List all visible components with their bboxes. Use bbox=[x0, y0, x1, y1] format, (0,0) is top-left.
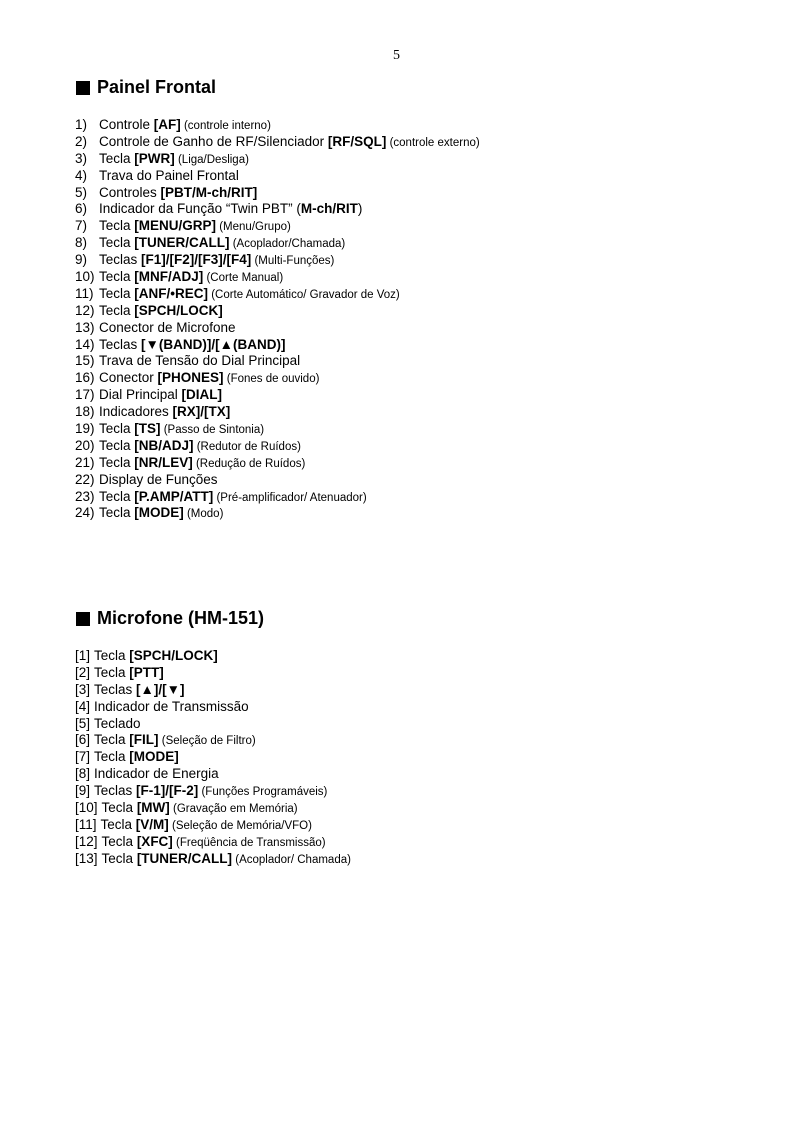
list-item bbox=[75, 455, 480, 472]
key-label: [RF/SQL] bbox=[327, 133, 387, 149]
list-item bbox=[75, 438, 480, 455]
item-number: 16) bbox=[75, 370, 95, 386]
key-label: [MNF/ADJ] bbox=[134, 269, 204, 285]
key-label: [PHONES] bbox=[157, 370, 224, 386]
key-label: [TUNER/CALL] bbox=[136, 850, 233, 866]
list-item bbox=[75, 151, 480, 168]
item-number: [12] bbox=[75, 833, 98, 849]
item-note: (Seleção de Filtro) bbox=[158, 735, 256, 748]
item-note: (Freqüência de Transmissão) bbox=[172, 836, 326, 849]
item-number: 22) bbox=[75, 471, 95, 487]
item-note: (Corte Automático/ Gravador de Voz) bbox=[208, 288, 400, 301]
item-text: Tecla bbox=[100, 816, 136, 832]
item-text: Teclas bbox=[94, 783, 137, 799]
item-text: Indicador da Função “Twin PBT” ( bbox=[99, 201, 301, 217]
list-item bbox=[75, 134, 480, 151]
item-text: Tecla bbox=[99, 285, 135, 301]
item-number: 21) bbox=[75, 454, 95, 470]
key-label: [FIL] bbox=[129, 732, 159, 748]
item-text: Tecla bbox=[99, 421, 135, 437]
item-number: 6) bbox=[75, 201, 88, 217]
item-note: (Pré-amplificador/ Atenuador) bbox=[213, 491, 367, 504]
list-item bbox=[75, 716, 351, 733]
item-note: (Modo) bbox=[183, 508, 224, 521]
list-item bbox=[75, 185, 480, 202]
list-item bbox=[75, 682, 351, 699]
item-number: [1] bbox=[75, 648, 91, 663]
item-number: 17) bbox=[75, 387, 95, 403]
item-text: Indicador de Transmissão bbox=[94, 698, 249, 714]
key-label: [▲]/[▼] bbox=[136, 681, 185, 697]
item-text: Teclas bbox=[99, 252, 142, 268]
item-number: 19) bbox=[75, 421, 95, 437]
item-number: 14) bbox=[75, 336, 95, 352]
item-text: Tecla bbox=[99, 235, 135, 251]
list-item bbox=[75, 320, 480, 337]
item-text: Tecla bbox=[101, 800, 137, 816]
key-label: [XFC] bbox=[136, 833, 173, 849]
item-number: [6] bbox=[75, 732, 91, 748]
item-text: Teclas bbox=[94, 681, 137, 697]
item-number: 11) bbox=[75, 285, 94, 301]
item-number: [3] bbox=[75, 681, 91, 697]
list-item bbox=[75, 766, 351, 783]
item-text: Controles bbox=[99, 184, 161, 200]
key-label: [▼(BAND)]/[▲(BAND)] bbox=[141, 336, 286, 352]
item-note: (Corte Manual) bbox=[203, 272, 284, 285]
item-text: Tecla bbox=[101, 850, 137, 866]
item-text: Tecla bbox=[101, 833, 137, 849]
item-text: ) bbox=[357, 201, 363, 217]
item-note: (Liga/Desliga) bbox=[174, 153, 249, 166]
front-panel-heading bbox=[76, 77, 216, 98]
item-text: Teclado bbox=[94, 715, 141, 731]
item-number: [5] bbox=[75, 715, 91, 731]
item-number: [10] bbox=[75, 800, 98, 816]
item-text: Tecla bbox=[99, 269, 135, 285]
item-text: Tecla bbox=[99, 218, 135, 234]
key-label: [TS] bbox=[134, 421, 161, 437]
item-number: 24) bbox=[75, 505, 95, 521]
item-text: Controle bbox=[99, 117, 154, 132]
item-text: Tecla bbox=[99, 454, 135, 470]
item-number: 15) bbox=[75, 353, 95, 369]
item-number: 10) bbox=[75, 269, 95, 285]
key-label: [SPCH/LOCK] bbox=[129, 648, 218, 663]
list-item bbox=[75, 117, 480, 134]
item-number: 7) bbox=[75, 218, 88, 234]
list-item bbox=[75, 472, 480, 489]
item-text: Tecla bbox=[94, 664, 130, 680]
item-number: 2) bbox=[75, 133, 88, 149]
list-item bbox=[75, 851, 351, 868]
item-number: 18) bbox=[75, 404, 95, 420]
list-item bbox=[75, 800, 351, 817]
item-number: [4] bbox=[75, 698, 91, 714]
list-item bbox=[75, 699, 351, 716]
key-label: [ANF/•REC] bbox=[134, 285, 208, 301]
item-number: [9] bbox=[75, 783, 91, 799]
key-label: [P.AMP/ATT] bbox=[134, 488, 214, 504]
item-note: (Redutor de Ruídos) bbox=[193, 440, 301, 453]
item-text: Tecla bbox=[99, 488, 135, 504]
item-text: Indicadores bbox=[99, 404, 173, 420]
item-note: (controle interno) bbox=[180, 120, 271, 132]
key-label: [PTT] bbox=[129, 664, 164, 680]
list-item bbox=[75, 303, 480, 320]
key-label: [MODE] bbox=[134, 505, 184, 521]
microphone-list bbox=[75, 648, 351, 868]
key-label: [PWR] bbox=[134, 150, 175, 166]
list-item bbox=[75, 286, 480, 303]
key-label: [TUNER/CALL] bbox=[134, 235, 230, 251]
key-label: M-ch/RIT bbox=[300, 201, 358, 217]
key-label: [MENU/GRP] bbox=[134, 218, 217, 234]
item-note: (Redução de Ruídos) bbox=[192, 457, 306, 470]
item-note: (Acoplador/Chamada) bbox=[229, 238, 346, 251]
key-label: [F1]/[F2]/[F3]/[F4] bbox=[141, 252, 252, 268]
item-note: (controle externo) bbox=[386, 136, 480, 149]
list-item bbox=[75, 404, 480, 421]
key-label: [AF] bbox=[153, 117, 181, 132]
list-item bbox=[75, 370, 480, 387]
list-item bbox=[75, 353, 480, 370]
key-label: [F-1]/[F-2] bbox=[136, 783, 199, 799]
item-note: (Acoplador/ Chamada) bbox=[232, 853, 351, 866]
key-label: [MODE] bbox=[129, 749, 179, 765]
item-text: Tecla bbox=[94, 749, 130, 765]
key-label: [NR/LEV] bbox=[134, 454, 193, 470]
list-item bbox=[75, 749, 351, 766]
item-number: 13) bbox=[75, 319, 95, 335]
list-item bbox=[75, 387, 480, 404]
item-text: Tecla bbox=[99, 505, 135, 521]
item-number: 5) bbox=[75, 184, 88, 200]
item-text: Tecla bbox=[94, 648, 130, 663]
list-item bbox=[75, 168, 480, 185]
item-number: [7] bbox=[75, 749, 91, 765]
item-number: [13] bbox=[75, 850, 98, 866]
list-item bbox=[75, 783, 351, 800]
list-item bbox=[75, 817, 351, 834]
front-panel-list bbox=[75, 117, 480, 522]
microphone-heading bbox=[76, 608, 264, 629]
list-item bbox=[75, 218, 480, 235]
key-label: [MW] bbox=[136, 800, 170, 816]
item-note: (Multi-Funções) bbox=[251, 255, 335, 268]
item-text: Trava de Tensão do Dial Principal bbox=[99, 353, 301, 369]
item-number: 9) bbox=[75, 252, 88, 268]
item-number: 8) bbox=[75, 235, 88, 251]
list-item bbox=[75, 489, 480, 506]
item-text: Trava do Painel Frontal bbox=[99, 167, 239, 183]
item-number: 23) bbox=[75, 488, 95, 504]
item-number: 20) bbox=[75, 437, 95, 453]
item-text: Tecla bbox=[99, 437, 135, 453]
microphone-heading-text: Microfone (HM-151) bbox=[97, 608, 265, 628]
item-number: [8] bbox=[75, 766, 91, 782]
list-item bbox=[75, 665, 351, 682]
item-note: (Menu/Grupo) bbox=[216, 221, 291, 234]
key-label: [PBT/M-ch/RIT] bbox=[160, 184, 258, 200]
item-note: (Funções Programáveis) bbox=[198, 786, 328, 799]
item-number: 4) bbox=[75, 167, 88, 183]
front-panel-heading-text: Painel Frontal bbox=[97, 77, 217, 97]
list-item bbox=[75, 252, 480, 269]
list-item bbox=[75, 421, 480, 438]
item-text: Conector bbox=[99, 370, 158, 386]
key-label: [V/M] bbox=[135, 816, 169, 832]
list-item bbox=[75, 648, 351, 665]
list-item bbox=[75, 505, 480, 522]
item-text: Tecla bbox=[99, 302, 135, 318]
key-label: [DIAL] bbox=[181, 387, 223, 403]
key-label: [RX]/[TX] bbox=[172, 404, 231, 420]
key-label: [SPCH/LOCK] bbox=[134, 302, 223, 318]
item-number: 3) bbox=[75, 150, 88, 166]
item-text: Conector de Microfone bbox=[99, 319, 236, 335]
item-number: [11] bbox=[75, 816, 97, 832]
item-text: Indicador de Energia bbox=[94, 766, 219, 782]
item-number: [2] bbox=[75, 664, 91, 680]
page-number: 5 bbox=[393, 48, 400, 63]
item-note: (Seleção de Memória/VFO) bbox=[168, 819, 312, 832]
list-item bbox=[75, 269, 480, 286]
square-bullet-icon bbox=[76, 612, 90, 626]
item-text: Teclas bbox=[99, 336, 142, 352]
list-item bbox=[75, 337, 480, 354]
item-text: Tecla bbox=[99, 150, 135, 166]
list-item bbox=[75, 235, 480, 252]
item-text: Dial Principal bbox=[99, 387, 182, 403]
item-number: 12) bbox=[75, 302, 95, 318]
square-bullet-icon bbox=[76, 81, 90, 95]
item-text: Controle de Ganho de RF/Silenciador bbox=[99, 133, 328, 149]
item-number: 1) bbox=[75, 117, 88, 132]
key-label: [NB/ADJ] bbox=[134, 437, 194, 453]
list-item bbox=[75, 732, 351, 749]
list-item bbox=[75, 834, 351, 851]
item-text: Tecla bbox=[94, 732, 130, 748]
item-note: (Passo de Sintonia) bbox=[160, 424, 265, 437]
list-item bbox=[75, 201, 480, 218]
item-text: Display de Funções bbox=[99, 471, 218, 487]
item-note: (Gravação em Memória) bbox=[169, 803, 298, 816]
item-note: (Fones de ouvido) bbox=[223, 373, 320, 386]
